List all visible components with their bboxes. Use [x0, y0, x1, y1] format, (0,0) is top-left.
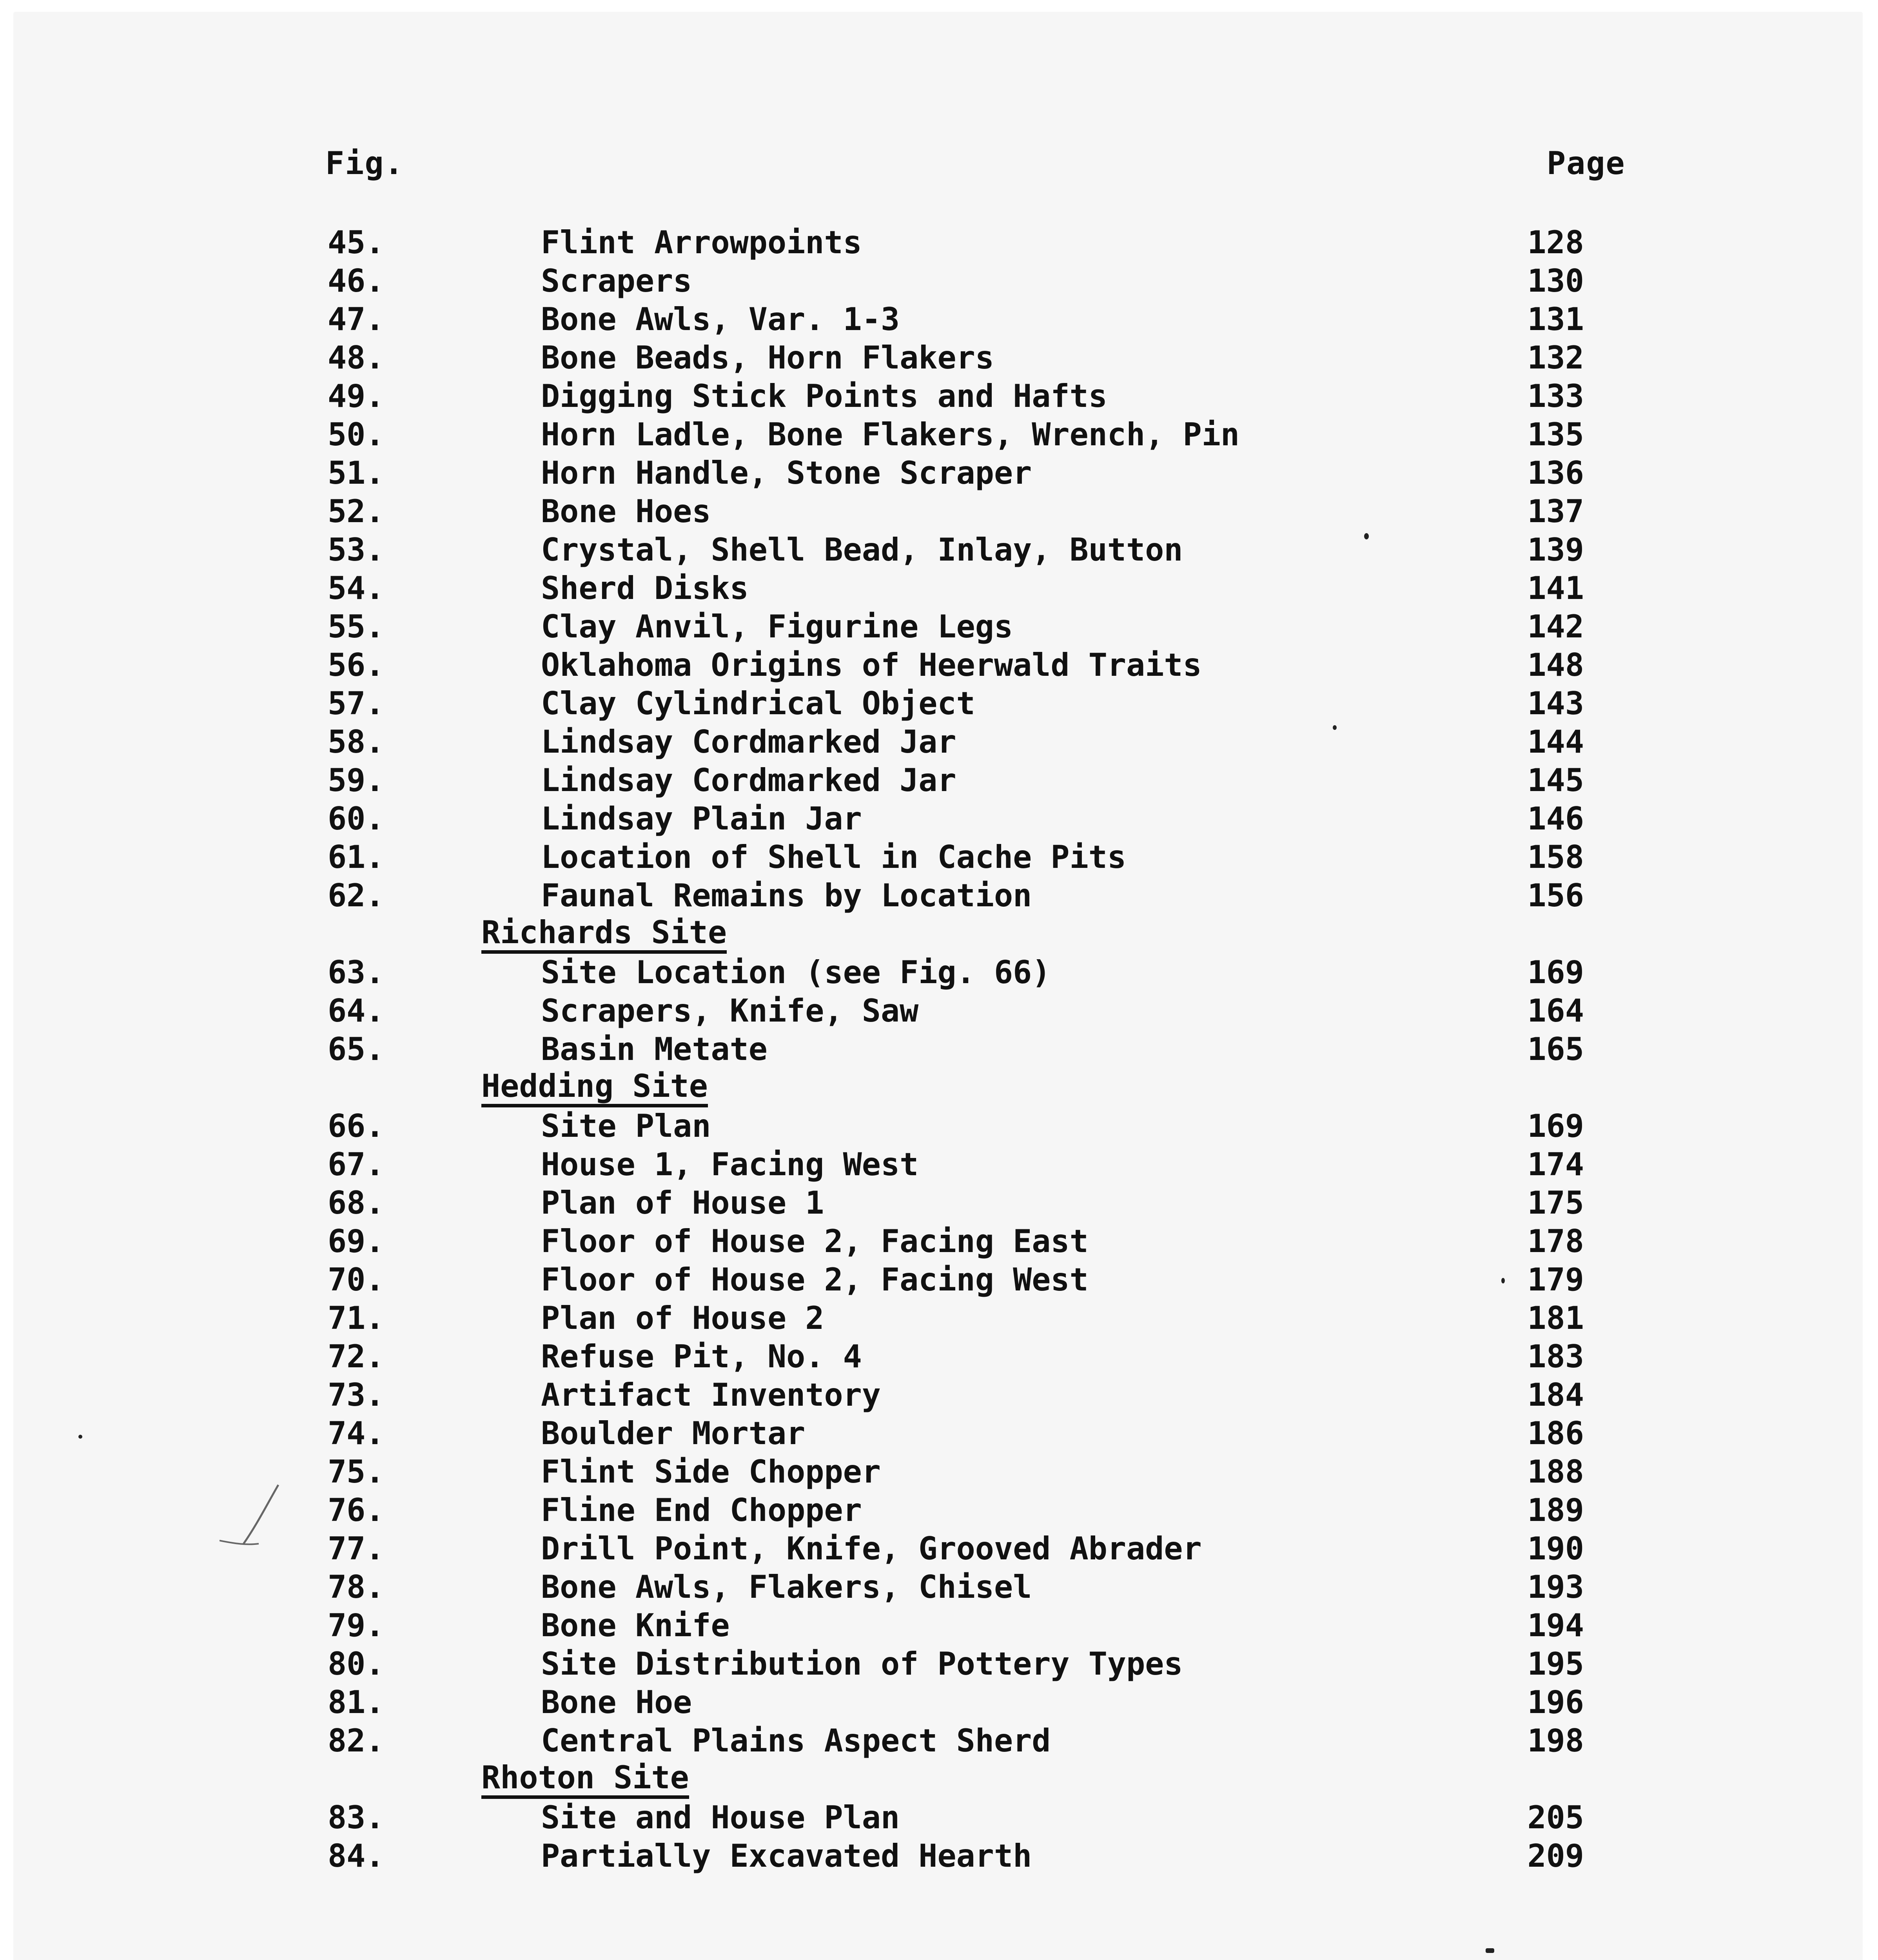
figure-number: 63. — [328, 954, 385, 991]
figure-title: Bone Hoe — [541, 1684, 692, 1720]
figure-number: 55. — [328, 608, 385, 645]
figure-page-number: 209 — [1527, 1838, 1584, 1874]
figure-number: 49. — [328, 378, 385, 414]
figure-page-number: 148 — [1527, 647, 1584, 683]
figure-title: Bone Beads, Horn Flakers — [541, 339, 994, 376]
figure-entry — [0, 1837, 1878, 1875]
figure-page-number: 184 — [1527, 1377, 1584, 1413]
figure-page-number: 137 — [1527, 493, 1584, 530]
figure-title: Bone Awls, Flakers, Chisel — [541, 1569, 1032, 1605]
figure-page-number: 196 — [1527, 1684, 1584, 1720]
figure-number: 60. — [328, 800, 385, 837]
figure-page-number: 174 — [1527, 1146, 1584, 1183]
figure-entry — [0, 454, 1878, 492]
figure-number: 76. — [328, 1492, 385, 1528]
section-heading: Rhoton Site — [481, 1760, 689, 1799]
figure-title: Crystal, Shell Bead, Inlay, Button — [541, 532, 1183, 568]
figure-number: 62. — [328, 877, 385, 914]
figure-page-number: 169 — [1527, 954, 1584, 991]
figure-title: Flint Arrowpoints — [541, 224, 862, 261]
figure-page-number: 183 — [1527, 1338, 1584, 1375]
richards-site-section — [0, 915, 1878, 953]
figure-number: 59. — [328, 762, 385, 799]
rhoton-site-section — [0, 1760, 1878, 1798]
figure-entry — [0, 300, 1878, 339]
figure-page-number: 139 — [1527, 532, 1584, 568]
figure-title: Bone Awls, Var. 1-3 — [541, 301, 900, 338]
figure-number: 57. — [328, 685, 385, 722]
figure-number: 65. — [328, 1031, 385, 1067]
fig-column-header: Fig. — [325, 145, 404, 181]
figure-title: Drill Point, Knife, Grooved Abrader — [541, 1530, 1202, 1567]
figure-title: Basin Metate — [541, 1031, 768, 1067]
figure-number: 58. — [328, 724, 385, 760]
figure-number: 80. — [328, 1646, 385, 1682]
figure-page-number: 186 — [1527, 1415, 1584, 1452]
figure-title: Site Location (see Fig. 66) — [541, 954, 1051, 991]
figure-title: Clay Anvil, Figurine Legs — [541, 608, 1013, 645]
figure-page-number: 131 — [1527, 301, 1584, 338]
figure-title: Refuse Pit, No. 4 — [541, 1338, 862, 1375]
figure-page-number: 130 — [1527, 263, 1584, 299]
figure-title: Central Plains Aspect Sherd — [541, 1722, 1051, 1759]
figure-number: 48. — [328, 339, 385, 376]
speck — [78, 1435, 82, 1439]
figure-page-number: 188 — [1527, 1454, 1584, 1490]
figure-page-number: 181 — [1527, 1300, 1584, 1336]
figure-number: 75. — [328, 1454, 385, 1490]
figure-entry — [0, 646, 1878, 684]
figure-entry — [0, 339, 1878, 377]
speck — [1486, 1948, 1494, 1953]
figure-number: 45. — [328, 224, 385, 261]
figure-page-number: 189 — [1527, 1492, 1584, 1528]
figure-page-number: 165 — [1527, 1031, 1584, 1067]
figure-number: 50. — [328, 416, 385, 453]
figure-entry — [0, 761, 1878, 800]
figure-number: 81. — [328, 1684, 385, 1720]
figure-page-number: 141 — [1527, 570, 1584, 606]
figure-number: 74. — [328, 1415, 385, 1452]
figure-title: Boulder Mortar — [541, 1415, 806, 1452]
figure-entry — [0, 1299, 1878, 1338]
figure-page-number: 132 — [1527, 339, 1584, 376]
figure-entry — [0, 992, 1878, 1030]
figure-entry — [0, 877, 1878, 915]
figure-title: Scrapers — [541, 263, 692, 299]
figure-title: Bone Hoes — [541, 493, 711, 530]
figure-number: 70. — [328, 1261, 385, 1298]
figure-title: Sherd Disks — [541, 570, 749, 606]
figure-title: Clay Cylindrical Object — [541, 685, 975, 722]
figure-entry — [0, 223, 1878, 262]
figure-number: 64. — [328, 993, 385, 1029]
figure-page-number: 156 — [1527, 877, 1584, 914]
figure-entry — [0, 608, 1878, 646]
speck — [1364, 533, 1369, 539]
figure-title: Lindsay Cordmarked Jar — [541, 724, 956, 760]
figure-page-number: 142 — [1527, 608, 1584, 645]
section-heading: Richards Site — [481, 915, 727, 954]
figure-entry — [0, 1184, 1878, 1222]
pencil-mark-icon — [220, 1482, 282, 1552]
figure-page-number: 144 — [1527, 724, 1584, 760]
figure-page-number: 190 — [1527, 1530, 1584, 1567]
figure-entry — [0, 1645, 1878, 1683]
figure-entry — [0, 1107, 1878, 1145]
figure-page-number: 178 — [1527, 1223, 1584, 1259]
section-heading: Hedding Site — [481, 1069, 708, 1107]
figure-entry — [0, 1145, 1878, 1184]
figure-number: 51. — [328, 455, 385, 491]
figure-page-number: 164 — [1527, 993, 1584, 1029]
figure-number: 78. — [328, 1569, 385, 1605]
figure-number: 52. — [328, 493, 385, 530]
figure-entry — [0, 1606, 1878, 1645]
figure-page-number: 194 — [1527, 1607, 1584, 1644]
figure-entry — [0, 684, 1878, 723]
figure-number: 53. — [328, 532, 385, 568]
figure-number: 68. — [328, 1185, 385, 1221]
figure-page-number: 135 — [1527, 416, 1584, 453]
figure-title: House 1, Facing West — [541, 1146, 919, 1183]
figure-number: 69. — [328, 1223, 385, 1259]
figure-entry — [0, 569, 1878, 608]
figure-number: 56. — [328, 647, 385, 683]
figure-title: Bone Knife — [541, 1607, 730, 1644]
figure-page-number: 158 — [1527, 839, 1584, 875]
figure-title: Plan of House 1 — [541, 1185, 824, 1221]
figure-title: Plan of House 2 — [541, 1300, 824, 1336]
figure-title: Faunal Remains by Location — [541, 877, 1032, 914]
figure-title: Digging Stick Points and Hafts — [541, 378, 1107, 414]
figure-number: 66. — [328, 1108, 385, 1144]
figure-page-number: 145 — [1527, 762, 1584, 799]
figure-title: Horn Ladle, Bone Flakers, Wrench, Pin — [541, 416, 1240, 453]
figure-entry — [0, 1222, 1878, 1261]
figure-entry — [0, 1414, 1878, 1453]
figure-page-number: 146 — [1527, 800, 1584, 837]
figure-entry — [0, 838, 1878, 877]
figure-number: 73. — [328, 1377, 385, 1413]
figure-number: 54. — [328, 570, 385, 606]
figure-number: 82. — [328, 1722, 385, 1759]
figure-number: 72. — [328, 1338, 385, 1375]
figure-entry — [0, 377, 1878, 416]
figure-page-number: 193 — [1527, 1569, 1584, 1605]
speck — [1333, 725, 1337, 730]
figure-page-number: 179 — [1527, 1261, 1584, 1298]
figure-entry — [0, 1376, 1878, 1414]
hedding-site-section — [0, 1069, 1878, 1107]
figure-page-number: 128 — [1527, 224, 1584, 261]
figure-entry — [0, 1261, 1878, 1299]
figure-title: Floor of House 2, Facing West — [541, 1261, 1089, 1298]
figure-entry — [0, 262, 1878, 300]
figure-page-number: 198 — [1527, 1722, 1584, 1759]
figure-entry — [0, 531, 1878, 569]
figure-number: 83. — [328, 1799, 385, 1836]
page-column-header: Page — [1547, 145, 1626, 181]
figure-title: Partially Excavated Hearth — [541, 1838, 1032, 1874]
figure-number: 84. — [328, 1838, 385, 1874]
figure-title: Artifact Inventory — [541, 1377, 881, 1413]
figure-page-number: 136 — [1527, 455, 1584, 491]
figure-page-number: 143 — [1527, 685, 1584, 722]
figure-number: 67. — [328, 1146, 385, 1183]
figure-page-number: 133 — [1527, 378, 1584, 414]
figure-title: Floor of House 2, Facing East — [541, 1223, 1089, 1259]
figure-entry — [0, 723, 1878, 761]
figure-title: Fline End Chopper — [541, 1492, 862, 1528]
figure-number: 77. — [328, 1530, 385, 1567]
figure-number: 61. — [328, 839, 385, 875]
figure-entry — [0, 1568, 1878, 1606]
figure-title: Lindsay Cordmarked Jar — [541, 762, 956, 799]
figure-page-number: 195 — [1527, 1646, 1584, 1682]
figure-entry — [0, 416, 1878, 454]
figure-number: 79. — [328, 1607, 385, 1644]
figure-title: Oklahoma Origins of Heerwald Traits — [541, 647, 1202, 683]
figure-entry — [0, 953, 1878, 992]
figure-title: Site and House Plan — [541, 1799, 900, 1836]
figure-title: Scrapers, Knife, Saw — [541, 993, 919, 1029]
figure-title: Site Plan — [541, 1108, 711, 1144]
figure-title: Flint Side Chopper — [541, 1454, 881, 1490]
figure-number: 46. — [328, 263, 385, 299]
figure-entry — [0, 800, 1878, 838]
figure-entry — [0, 1030, 1878, 1069]
figure-entry — [0, 492, 1878, 531]
speck — [1501, 1278, 1505, 1283]
figure-title: Lindsay Plain Jar — [541, 800, 862, 837]
figure-title: Site Distribution of Pottery Types — [541, 1646, 1183, 1682]
figure-page-number: 169 — [1527, 1108, 1584, 1144]
figure-entry — [0, 1338, 1878, 1376]
figure-title: Horn Handle, Stone Scraper — [541, 455, 1032, 491]
figure-number: 47. — [328, 301, 385, 338]
figure-entry — [0, 1683, 1878, 1722]
figure-number: 71. — [328, 1300, 385, 1336]
figure-page-number: 175 — [1527, 1185, 1584, 1221]
figure-entry — [0, 1798, 1878, 1837]
figure-entry — [0, 1722, 1878, 1760]
figure-page-number: 205 — [1527, 1799, 1584, 1836]
figure-title: Location of Shell in Cache Pits — [541, 839, 1127, 875]
